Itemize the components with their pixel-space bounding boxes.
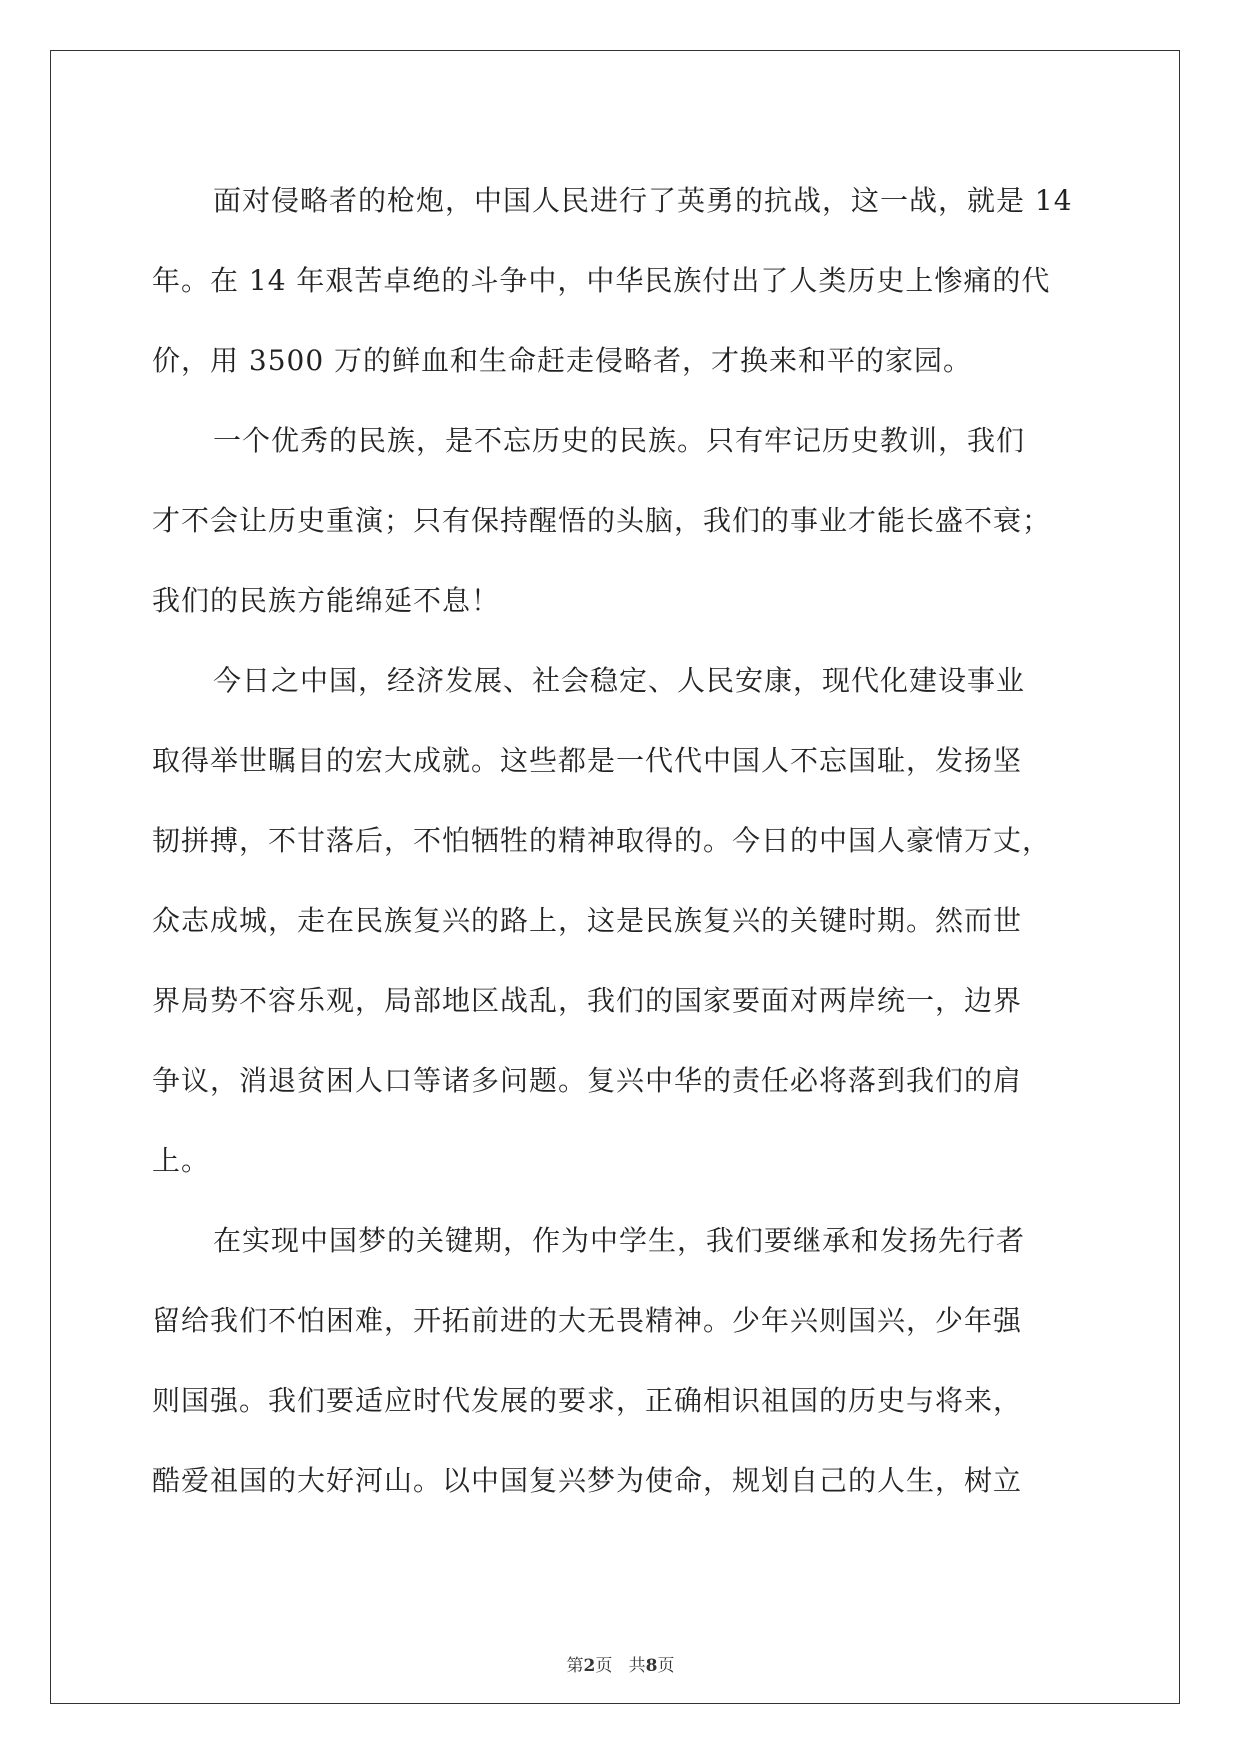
- text-line: 年。在 14 年艰苦卓绝的斗争中，中华民族付出了人类历史上惨痛的代: [152, 264, 1051, 297]
- page-footer: [0, 1651, 1241, 1676]
- text-line: 酷爱祖国的大好河山。以中国复兴梦为使命，规划自己的人生，树立: [152, 1464, 1023, 1497]
- text-line: 韧拼搏，不甘落后，不怕牺牲的精神取得的。今日的中国人豪情万丈，: [152, 824, 1052, 857]
- total-prefix: 共: [628, 1656, 646, 1676]
- document-body: [152, 161, 1087, 1521]
- text-line: 我们的民族方能绵延不息！: [152, 584, 501, 617]
- text-line: 界局势不容乐观，局部地区战乱，我们的国家要面对两岸统一，边界: [152, 984, 1023, 1017]
- text-line: 面对侵略者的枪炮，中国人民进行了英勇的抗战，这一战，就是 14: [213, 184, 1073, 217]
- text-line: 上。: [152, 1144, 211, 1177]
- page-current: 2: [583, 1656, 596, 1676]
- total-suffix: 页: [657, 1656, 675, 1676]
- text-line: 众志成城，走在民族复兴的路上，这是民族复兴的关键时期。然而世: [152, 904, 1023, 937]
- page-total: 8: [645, 1656, 658, 1676]
- text-line: 留给我们不怕困难，开拓前进的大无畏精神。少年兴则国兴，少年强: [152, 1304, 1023, 1337]
- text-line: 则国强。我们要适应时代发展的要求，正确相识祖国的历史与将来，: [152, 1384, 1023, 1417]
- page-suffix: 页: [595, 1656, 613, 1676]
- text-line: 今日之中国，经济发展、社会稳定、人民安康，现代化建设事业: [213, 664, 1026, 697]
- page-prefix: 第: [566, 1656, 584, 1676]
- text-line: 才不会让历史重演；只有保持醒悟的头脑，我们的事业才能长盛不衰；: [152, 504, 1052, 537]
- text-line: 在实现中国梦的关键期，作为中学生，我们要继承和发扬先行者: [213, 1224, 1026, 1257]
- text-line: 取得举世瞩目的宏大成就。这些都是一代代中国人不忘国耻，发扬坚: [152, 744, 1023, 777]
- text-line: 一个优秀的民族，是不忘历史的民族。只有牢记历史教训，我们: [213, 424, 1026, 457]
- text-line: 争议，消退贫困人口等诸多问题。复兴中华的责任必将落到我们的肩: [152, 1064, 1023, 1097]
- text-line: 价，用 3500 万的鲜血和生命赶走侵略者，才换来和平的家园。: [152, 344, 973, 377]
